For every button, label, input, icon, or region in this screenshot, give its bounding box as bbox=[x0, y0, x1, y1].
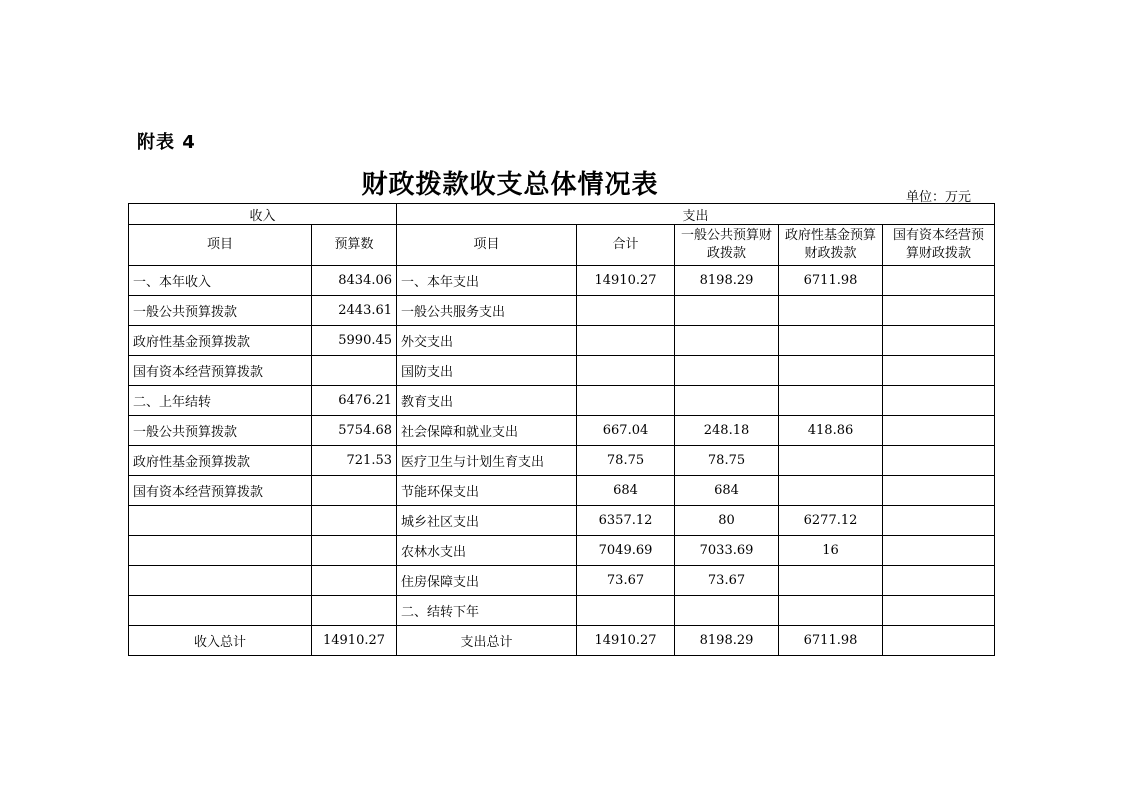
income-item-cell: 政府性基金预算拨款 bbox=[129, 446, 312, 476]
income-group-header: 收入 bbox=[129, 204, 397, 225]
budget-amount-cell bbox=[312, 566, 397, 596]
gov-fund-cell bbox=[779, 446, 883, 476]
expense-total-label: 支出总计 bbox=[397, 626, 577, 656]
total-cell bbox=[577, 326, 675, 356]
income-item-cell: 政府性基金预算拨款 bbox=[129, 326, 312, 356]
col-total: 合计 bbox=[577, 225, 675, 266]
col-state-capital: 国有资本经营预算财政拨款 bbox=[883, 225, 995, 266]
expense-item-cell: 农林水支出 bbox=[397, 536, 577, 566]
general-budget-cell: 684 bbox=[675, 476, 779, 506]
total-cell bbox=[577, 386, 675, 416]
table-row bbox=[129, 566, 995, 596]
general-budget-cell: 73.67 bbox=[675, 566, 779, 596]
total-cell bbox=[577, 356, 675, 386]
budget-amount-cell bbox=[312, 596, 397, 626]
budget-table bbox=[128, 203, 995, 656]
income-item-cell bbox=[129, 596, 312, 626]
table-row bbox=[129, 596, 995, 626]
total-cell: 667.04 bbox=[577, 416, 675, 446]
state-capital-cell bbox=[883, 506, 995, 536]
total-cell bbox=[577, 296, 675, 326]
gov-fund-cell bbox=[779, 386, 883, 416]
gov-fund-cell bbox=[779, 566, 883, 596]
expense-item-cell: 医疗卫生与计划生育支出 bbox=[397, 446, 577, 476]
gov-fund-cell: 6277.12 bbox=[779, 506, 883, 536]
budget-amount-cell: 2443.61 bbox=[312, 296, 397, 326]
income-item-cell: 国有资本经营预算拨款 bbox=[129, 476, 312, 506]
col-expense-item: 项目 bbox=[397, 225, 577, 266]
state-capital-cell bbox=[883, 296, 995, 326]
total-cell: 684 bbox=[577, 476, 675, 506]
gov-fund-cell: 16 bbox=[779, 536, 883, 566]
state-capital-cell bbox=[883, 386, 995, 416]
state-capital-cell bbox=[883, 356, 995, 386]
general-budget-cell bbox=[675, 386, 779, 416]
total-cell: 78.75 bbox=[577, 446, 675, 476]
table-row bbox=[129, 506, 995, 536]
total-cell bbox=[577, 596, 675, 626]
expense-total-general: 8198.29 bbox=[675, 626, 779, 656]
total-cell: 6357.12 bbox=[577, 506, 675, 536]
table-row bbox=[129, 536, 995, 566]
general-budget-cell bbox=[675, 296, 779, 326]
gov-fund-cell: 418.86 bbox=[779, 416, 883, 446]
column-header-row bbox=[129, 225, 995, 266]
state-capital-cell bbox=[883, 416, 995, 446]
total-cell: 14910.27 bbox=[577, 266, 675, 296]
income-item-cell: 一般公共预算拨款 bbox=[129, 416, 312, 446]
income-item-cell: 二、上年结转 bbox=[129, 386, 312, 416]
general-budget-cell: 8198.29 bbox=[675, 266, 779, 296]
table-row bbox=[129, 386, 995, 416]
budget-amount-cell: 721.53 bbox=[312, 446, 397, 476]
state-capital-cell bbox=[883, 536, 995, 566]
budget-amount-cell bbox=[312, 536, 397, 566]
income-item-cell: 一般公共预算拨款 bbox=[129, 296, 312, 326]
budget-amount-cell: 6476.21 bbox=[312, 386, 397, 416]
col-budget-amount: 预算数 bbox=[312, 225, 397, 266]
table-row bbox=[129, 296, 995, 326]
table-row bbox=[129, 416, 995, 446]
budget-amount-cell: 5754.68 bbox=[312, 416, 397, 446]
budget-amount-cell: 5990.45 bbox=[312, 326, 397, 356]
general-budget-cell bbox=[675, 326, 779, 356]
gov-fund-cell bbox=[779, 326, 883, 356]
gov-fund-cell bbox=[779, 296, 883, 326]
expense-item-cell: 节能环保支出 bbox=[397, 476, 577, 506]
expense-item-cell: 住房保障支出 bbox=[397, 566, 577, 596]
col-gov-fund: 政府性基金预算财政拨款 bbox=[779, 225, 883, 266]
general-budget-cell bbox=[675, 596, 779, 626]
state-capital-cell bbox=[883, 596, 995, 626]
general-budget-cell bbox=[675, 356, 779, 386]
table-row bbox=[129, 356, 995, 386]
income-total-value: 14910.27 bbox=[312, 626, 397, 656]
expense-item-cell: 一、本年支出 bbox=[397, 266, 577, 296]
state-capital-cell bbox=[883, 446, 995, 476]
general-budget-cell: 80 bbox=[675, 506, 779, 536]
general-budget-cell: 78.75 bbox=[675, 446, 779, 476]
table-row bbox=[129, 446, 995, 476]
unit-label: 单位：万元 bbox=[906, 190, 972, 205]
state-capital-cell bbox=[883, 566, 995, 596]
gov-fund-cell bbox=[779, 596, 883, 626]
page-title: 财政拨款收支总体情况表 bbox=[361, 170, 659, 200]
income-item-cell: 国有资本经营预算拨款 bbox=[129, 356, 312, 386]
gov-fund-cell bbox=[779, 476, 883, 506]
table-row bbox=[129, 326, 995, 356]
group-header-row bbox=[129, 204, 995, 225]
budget-amount-cell bbox=[312, 476, 397, 506]
budget-amount-cell bbox=[312, 506, 397, 536]
totals-row bbox=[129, 626, 995, 656]
expense-total-fund: 6711.98 bbox=[779, 626, 883, 656]
expense-total-capital bbox=[883, 626, 995, 656]
total-cell: 73.67 bbox=[577, 566, 675, 596]
table-row bbox=[129, 476, 995, 506]
income-item-cell bbox=[129, 536, 312, 566]
income-item-cell: 一、本年收入 bbox=[129, 266, 312, 296]
table-row bbox=[129, 266, 995, 296]
state-capital-cell bbox=[883, 476, 995, 506]
expense-item-cell: 教育支出 bbox=[397, 386, 577, 416]
expense-item-cell: 社会保障和就业支出 bbox=[397, 416, 577, 446]
annex-label: 附表 4 bbox=[137, 132, 196, 153]
expense-item-cell: 国防支出 bbox=[397, 356, 577, 386]
expense-item-cell: 二、结转下年 bbox=[397, 596, 577, 626]
expense-item-cell: 外交支出 bbox=[397, 326, 577, 356]
expense-total-value: 14910.27 bbox=[577, 626, 675, 656]
total-cell: 7049.69 bbox=[577, 536, 675, 566]
gov-fund-cell: 6711.98 bbox=[779, 266, 883, 296]
col-general-budget: 一般公共预算财政拨款 bbox=[675, 225, 779, 266]
state-capital-cell bbox=[883, 326, 995, 356]
income-item-cell bbox=[129, 566, 312, 596]
general-budget-cell: 248.18 bbox=[675, 416, 779, 446]
budget-amount-cell: 8434.06 bbox=[312, 266, 397, 296]
income-total-label: 收入总计 bbox=[129, 626, 312, 656]
expense-item-cell: 一般公共服务支出 bbox=[397, 296, 577, 326]
budget-amount-cell bbox=[312, 356, 397, 386]
gov-fund-cell bbox=[779, 356, 883, 386]
expense-group-header: 支出 bbox=[397, 204, 995, 225]
income-item-cell bbox=[129, 506, 312, 536]
col-income-item: 项目 bbox=[129, 225, 312, 266]
expense-item-cell: 城乡社区支出 bbox=[397, 506, 577, 536]
general-budget-cell: 7033.69 bbox=[675, 536, 779, 566]
state-capital-cell bbox=[883, 266, 995, 296]
